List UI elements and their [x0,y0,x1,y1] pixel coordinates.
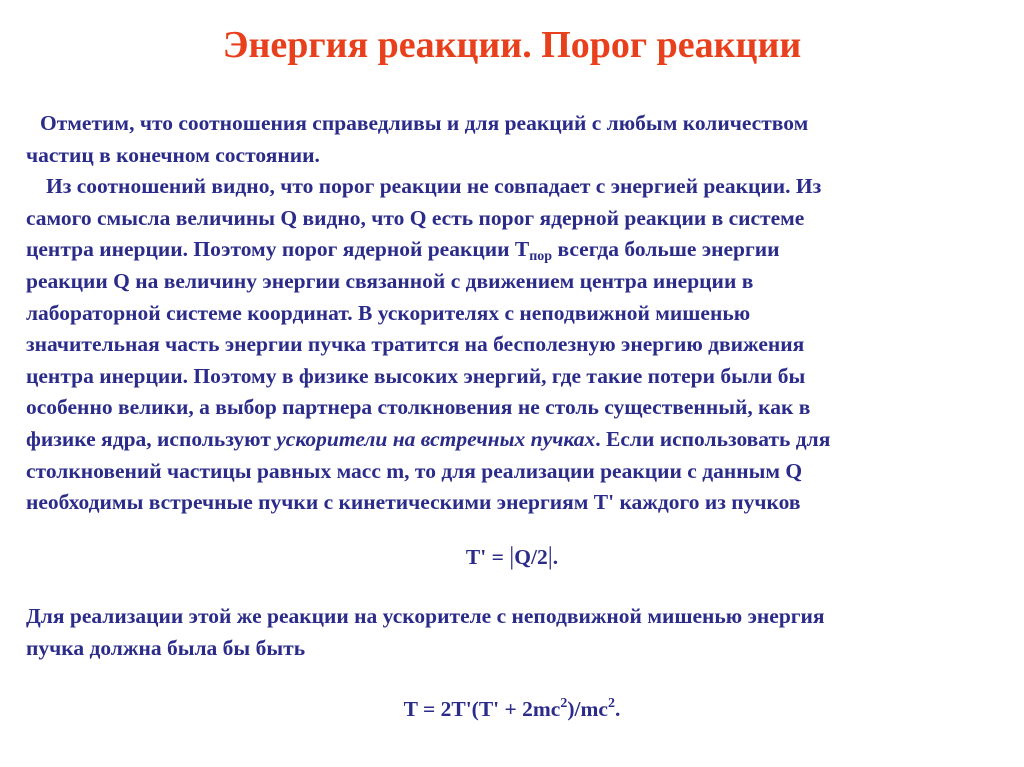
text-segment: всегда больше энергии [552,237,780,262]
text-line: центра инерции. Поэтому в физике высоких энергий, где такие потери были бы [26,363,806,388]
text-line [26,424,996,456]
text-line [26,234,996,266]
text-line: необходимы встречные пучки с кинетическими энергиям T' каждого из пучков [26,490,801,515]
paragraph-main [26,108,996,519]
text-line: Отметим, что соотношения справедливы и для реакций с любым количеством [40,111,809,135]
text-line: значительная часть энергии пучка тратится на бесполезную энергию движения [26,332,805,357]
formula-part: . [552,545,559,569]
formula-part: T = 2T'(T' + 2mc [403,697,561,721]
abs-bar-close: | [547,543,553,570]
superscript: 2 [560,696,568,711]
formula-part: . [614,697,621,721]
text-line: столкновений частицы равных масс m, то для реализации реакции с данным Q [26,458,803,483]
text-line: самого смысла величины Q видно, что Q есть порог ядерной реакции в системе [26,205,805,230]
text-segment: физике ядра, используют [26,426,277,451]
text-line: лабораторной системе координат. В ускорителях с неподвижной мишенью [26,300,751,325]
formula-part: )/mc [567,697,608,721]
subscript-por: пор [529,249,553,265]
superscript: 2 [607,696,615,711]
text-segment: центра инерции. Поэтому порог ядерной реакции T [26,237,530,262]
text-line: частиц в конечном состоянии. [26,142,320,167]
formula-t-prime [0,541,1024,573]
text-line: Из соотношений видно, что порог реакции не совпадает с энергией реакции. Из [46,174,822,199]
text-line: пучка должна была бы быть [26,636,306,660]
formula-part: T' = [465,545,510,569]
slide-title: Энергия реакции. Порог реакции [222,24,802,66]
formula-t [0,693,1024,725]
abs-bar-open: | [509,543,515,570]
italic-term: ускорители на встречных пучках [276,426,596,451]
text-segment: . Если использовать для [595,426,831,451]
paragraph-second [26,600,996,664]
formula-part: Q/2 [514,545,548,569]
text-line: Для реализации этой же реакции на ускорителе с неподвижной мишенью энергия [26,604,825,628]
text-line: реакции Q на величину энергии связанной с движением центра инерции в [26,268,754,293]
text-line: особенно велики, а выбор партнера столкновения не столь существенный, как в [26,395,811,420]
